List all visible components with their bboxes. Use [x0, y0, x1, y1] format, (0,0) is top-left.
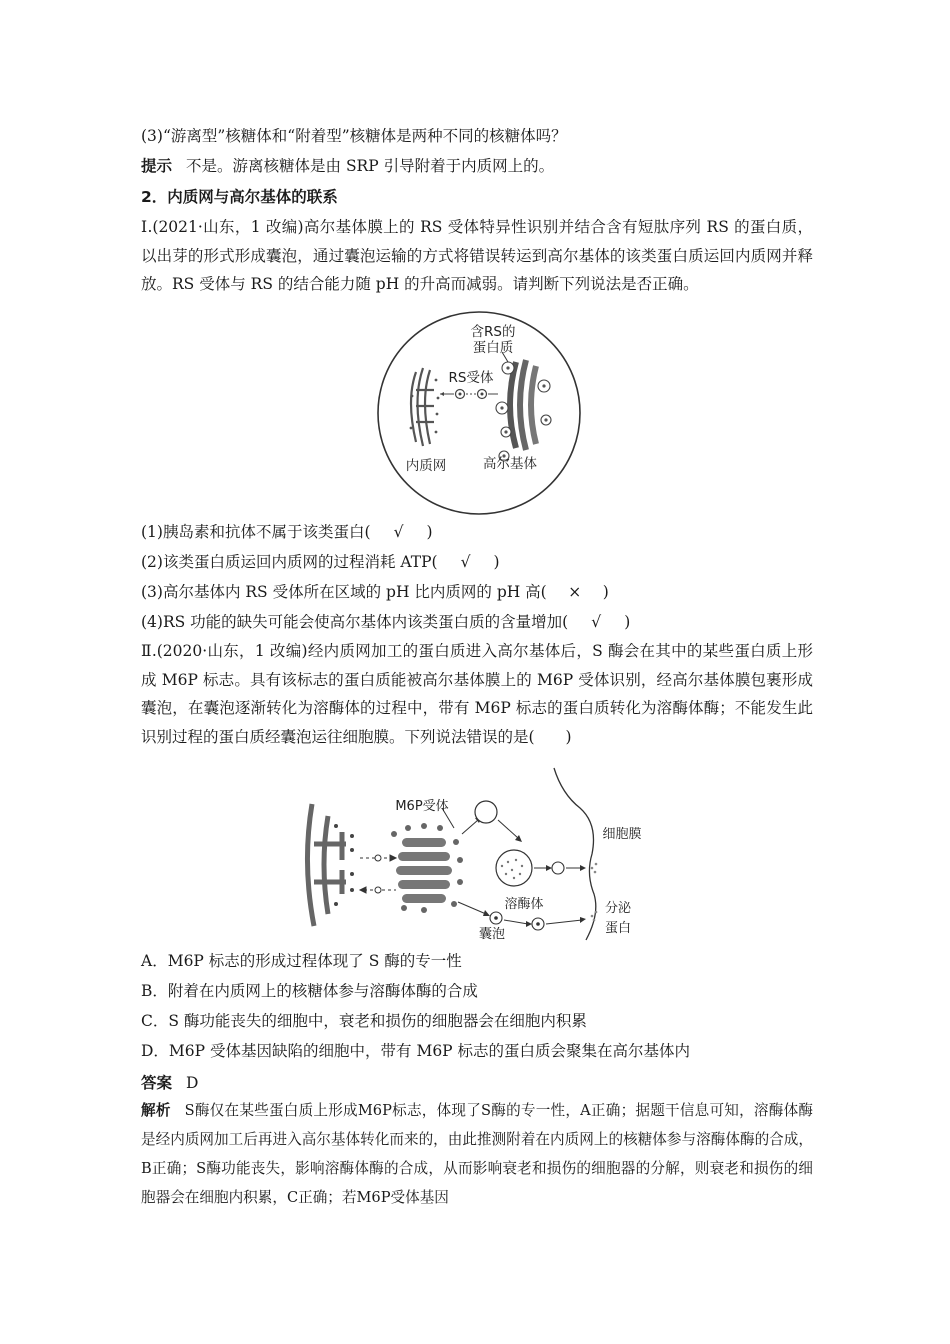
section-2-title: 2．内质网与高尔基体的联系 — [141, 188, 338, 206]
label-lysosome: 溶酶体 — [504, 897, 544, 912]
label-rs-protein-2: 蛋白质 — [472, 340, 514, 356]
option-d: D．M6P 受体基因缺陷的细胞中，带有 M6P 标志的蛋白质会聚集在高尔基体内 — [141, 1042, 691, 1060]
figure-er-golgi-rs — [376, 310, 582, 516]
mark-4: √ — [591, 613, 602, 631]
golgi-drawing-2 — [396, 838, 452, 903]
lysosome — [496, 850, 532, 886]
er-drawing-2 — [307, 804, 346, 926]
q3-question: (3)“游离型”核糖体和“附着型”核糖体是两种不同的核糖体吗？ — [141, 127, 567, 145]
judgement-3: (3)高尔基体内 RS 受体所在区域的 pH 比内质网的 pH 高( × ) — [141, 583, 609, 601]
mark-2: √ — [460, 553, 471, 571]
judgement-2: (2)该类蛋白质运回内质网的过程消耗 ATP( √ ) — [141, 553, 500, 571]
label-cell-membrane: 细胞膜 — [602, 827, 642, 842]
q3-hint — [141, 156, 811, 176]
label-rs-protein-1: 含RS的 — [470, 324, 516, 340]
label-m6p-receptor: M6P受体 — [395, 799, 449, 814]
option-a: A．M6P 标志的形成过程体现了 S 酶的专一性 — [141, 952, 462, 970]
label-rs-receptor: RS受体 — [448, 370, 494, 386]
hint-label: 提示 — [141, 156, 173, 175]
m6p-vesicle — [475, 801, 497, 823]
label-secreted-1: 分泌 — [604, 901, 632, 916]
judgement-4: (4)RS 功能的缺失可能会使高尔基体内该类蛋白质的含量增加( √ ) — [141, 613, 631, 631]
label-golgi: 高尔基体 — [483, 456, 537, 472]
label-secreted-2: 蛋白 — [604, 921, 632, 936]
analysis-label: 解析 — [141, 1102, 171, 1119]
option-c: C．S 酶功能丧失的细胞中，衰老和损伤的细胞器会在细胞内积累 — [141, 1012, 587, 1030]
er-golgi-arrows — [360, 855, 396, 893]
answer-label: 答案 — [141, 1073, 173, 1092]
mark-3: × — [568, 583, 582, 601]
label-vesicle: 囊泡 — [478, 927, 506, 942]
label-er: 内质网 — [405, 458, 447, 474]
judgement-1: (1)胰岛素和抗体不属于该类蛋白( √ ) — [141, 523, 433, 541]
analysis-text: S酶仅在某些蛋白质上形成M6P标志，体现了S酶的专一性，A正确；据题干信息可知，溶酶体酶是经内质网加工后再进入高尔基体转化而来的，由此推测附着在内质网上的核糖体参与溶酶体酶的合成，B正确；S酶功能丧失，影响溶酶体酶的合成，从而影响衰老和损伤的细胞器的分解，则衰老和损伤的细胞器会在细胞内积累，C正确；若M6P受体基因 — [141, 1102, 813, 1206]
cell-membrane — [554, 768, 596, 940]
answer — [141, 1073, 811, 1093]
analysis — [141, 1096, 813, 1212]
figure-m6p-pathway — [296, 764, 656, 944]
option-b: B．附着在内质网上的核糖体参与溶酶体酶的合成 — [141, 982, 478, 1000]
answer-value: D — [186, 1074, 199, 1092]
part-1-stem: Ⅰ.(2021·山东，1 改编)高尔基体膜上的 RS 受体特异性识别并结合含有短肽序列 RS 的蛋白质，以出芽的形式形成囊泡，通过囊泡运输的方式将错误转运到高尔基体的该类蛋白质运回内质网并释放。RS 受体与 RS 的结合能力随 pH 的升高而减弱。请判断下列说法是否正确。 — [141, 218, 813, 293]
part-2-stem: Ⅱ.(2020·山东，1 改编)经内质网加工的蛋白质进入高尔基体后，S 酶会在其中的某些蛋白质上形成 M6P 标志。具有该标志的蛋白质能被高尔基体膜上的 M6P 受体识别，经高尔基体膜包裹形成囊泡，在囊泡逐渐转化为溶酶体的过程中，带有 M6P 标志的蛋白质转化为溶酶体酶；不能发生此识别过程的蛋白质经囊泡运往细胞膜。下列说法错误的是( ) — [141, 642, 813, 746]
hint-text: 不是。游离核糖体是由 SRP 引导附着于内质网上的。 — [186, 157, 555, 175]
mark-1: √ — [393, 523, 404, 541]
